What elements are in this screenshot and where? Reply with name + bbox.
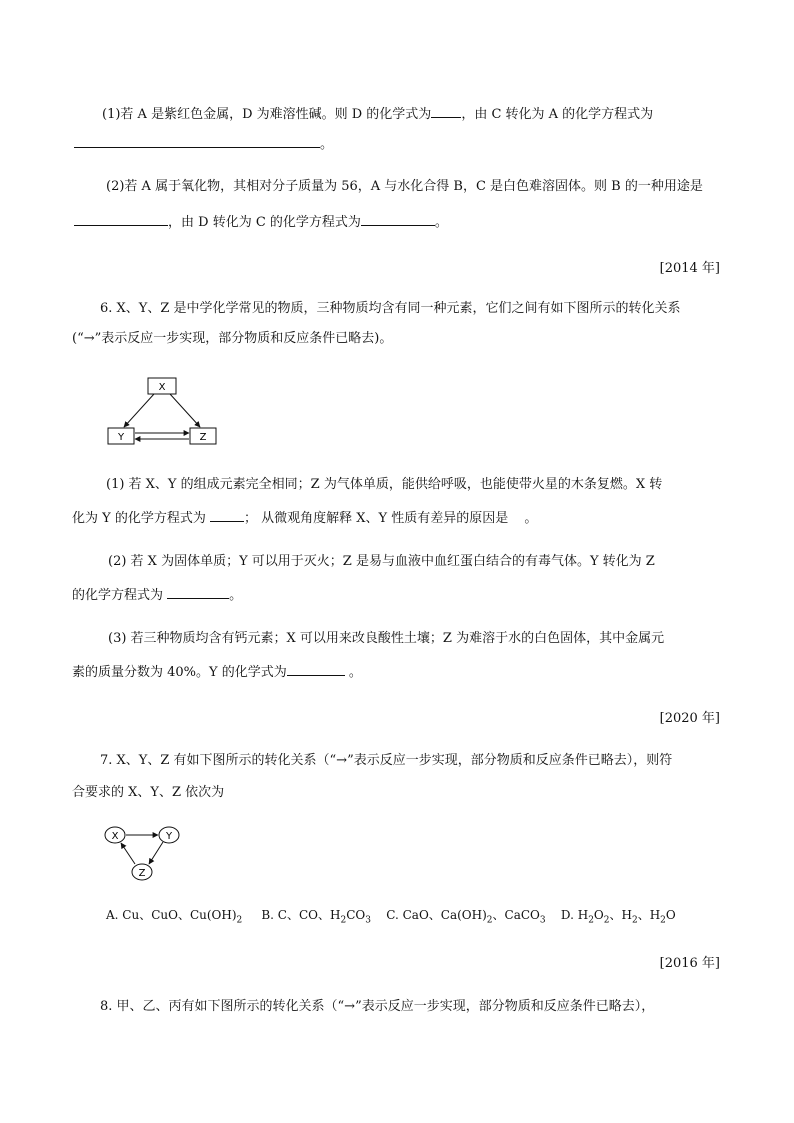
q6-part1-text-b: 化为 Y 的化学方程式为 xyxy=(72,511,206,526)
q6-part2-line1 xyxy=(108,553,655,571)
q7-stem-line2 xyxy=(72,784,224,802)
q6-part2-text-a: (2) 若 X 为固体单质；Y 可以用于灭火；Z 是易与血液中血红蛋白结合的有毒气体。Y 转化为 Z xyxy=(108,554,655,569)
node-z-label: Z xyxy=(199,432,207,443)
q6-part1-end: 。 xyxy=(524,511,538,526)
q5-part1-end: 。 xyxy=(320,137,334,152)
answer-blank[interactable] xyxy=(74,134,320,148)
node-z-label: Z xyxy=(138,868,146,879)
q6-part3-line1 xyxy=(108,630,664,648)
q6-conversion-diagram xyxy=(104,374,224,450)
q6-part1-text-a: (1) 若 X、Y 的组成元素完全相同；Z 为气体单质，能供给呼吸，也能使带火星的木条复燃。X 转 xyxy=(106,477,663,492)
option-d[interactable]: D. $H_2O_2$、$H_2$、$H_2O$ xyxy=(560,908,676,926)
answer-blank[interactable] xyxy=(512,508,524,522)
q5-part2-text-a: (2)若 A 属于氧化物，其相对分子质量为 56，A 与水化合得 B，C 是白色难溶固体。则 B 的一种用途是 xyxy=(106,179,703,194)
q6-part1-line2 xyxy=(72,508,537,528)
q6-part1-text-c: ； 从微观角度解释 X、Y 性质有差异的原因是 xyxy=(244,511,509,526)
year-tag: [2016 年] xyxy=(659,956,720,971)
year-tag: [2014 年] xyxy=(659,261,720,276)
q8-stem-text-1: 8. 甲、乙、丙有如下图所示的转化关系（“→”表示反应一步实现，部分物质和反应条件已略去）， xyxy=(100,999,655,1014)
q5-part1-line1 xyxy=(102,104,653,124)
q7-stem-text-1: 7. X、Y、Z 有如下图所示的转化关系（“→”表示反应一步实现，部分物质和反应条件已略去），则符 xyxy=(100,753,673,768)
q7-options xyxy=(106,906,676,929)
answer-blank[interactable] xyxy=(74,212,168,226)
node-y-label: Y xyxy=(165,831,173,842)
q5-part2-text-b: ，由 D 转化为 C 的化学方程式为 xyxy=(168,215,361,230)
answer-blank[interactable] xyxy=(431,104,461,118)
q5-part1-line2 xyxy=(74,134,333,154)
option-b[interactable]: B. C、CO、$H_2CO_3$ xyxy=(261,908,371,926)
q5-part2-line1 xyxy=(106,178,703,196)
q7-stem-text-2: 合要求的 X、Y、Z 依次为 xyxy=(72,785,225,800)
node-x-label: X xyxy=(158,382,166,393)
q6-part3-end: 。 xyxy=(348,665,362,680)
arrow-x-to-y xyxy=(124,394,154,427)
q7-stem-line1 xyxy=(100,752,672,770)
arrow-x-to-z xyxy=(170,394,200,427)
q6-part3-text-b: 素的质量分数为 40%。Y 的化学式为 xyxy=(72,665,287,680)
q8-stem-line1 xyxy=(100,998,654,1016)
q5-part1-text-b: ，由 C 转化为 A 的化学方程式为 xyxy=(461,107,654,122)
q6-stem-text-1: 6. X、Y、Z 是中学化学常见的物质，三种物质均含有同一种元素，它们之间有如下图所示的转化关系 xyxy=(100,301,681,316)
answer-blank[interactable] xyxy=(361,212,435,226)
q5-part2-end: 。 xyxy=(434,215,448,230)
q6-stem-text-2: (“→”表示反应一步实现，部分物质和反应条件已略去)。 xyxy=(72,331,393,346)
q6-stem-line1 xyxy=(100,300,681,318)
q6-part3-line2 xyxy=(72,662,362,682)
node-x-label: X xyxy=(111,831,119,842)
answer-blank[interactable] xyxy=(167,585,229,599)
option-a[interactable]: A. Cu、CuO、$Cu(OH)_2$ xyxy=(106,908,243,926)
q6-part3-text-a: (3) 若三种物质均含有钙元素；X 可以用来改良酸性土壤；Z 为难溶于水的白色固体，其中金属元 xyxy=(108,631,665,646)
q5-part1-text-a: (1)若 A 是紫红色金属，D 为难溶性碱。则 D 的化学式为 xyxy=(102,107,432,122)
q7-conversion-diagram xyxy=(102,824,186,884)
node-y-label: Y xyxy=(117,432,125,443)
year-tag: [2020 年] xyxy=(659,711,720,726)
answer-blank[interactable] xyxy=(210,508,244,522)
option-c[interactable]: C. CaO、$Ca(OH)_2$、CaCO$_3$ xyxy=(386,908,546,926)
answer-blank[interactable] xyxy=(287,662,345,676)
arrow-y-to-z xyxy=(149,842,163,864)
q6-part2-line2 xyxy=(72,585,242,605)
q5-part2-line2 xyxy=(74,212,448,232)
q6-part1-line1 xyxy=(106,476,662,494)
q6-part2-text-b: 的化学方程式为 xyxy=(72,588,164,603)
arrow-z-to-x xyxy=(121,843,135,864)
q6-part2-end: 。 xyxy=(229,588,243,603)
q6-stem-line2 xyxy=(72,330,392,348)
